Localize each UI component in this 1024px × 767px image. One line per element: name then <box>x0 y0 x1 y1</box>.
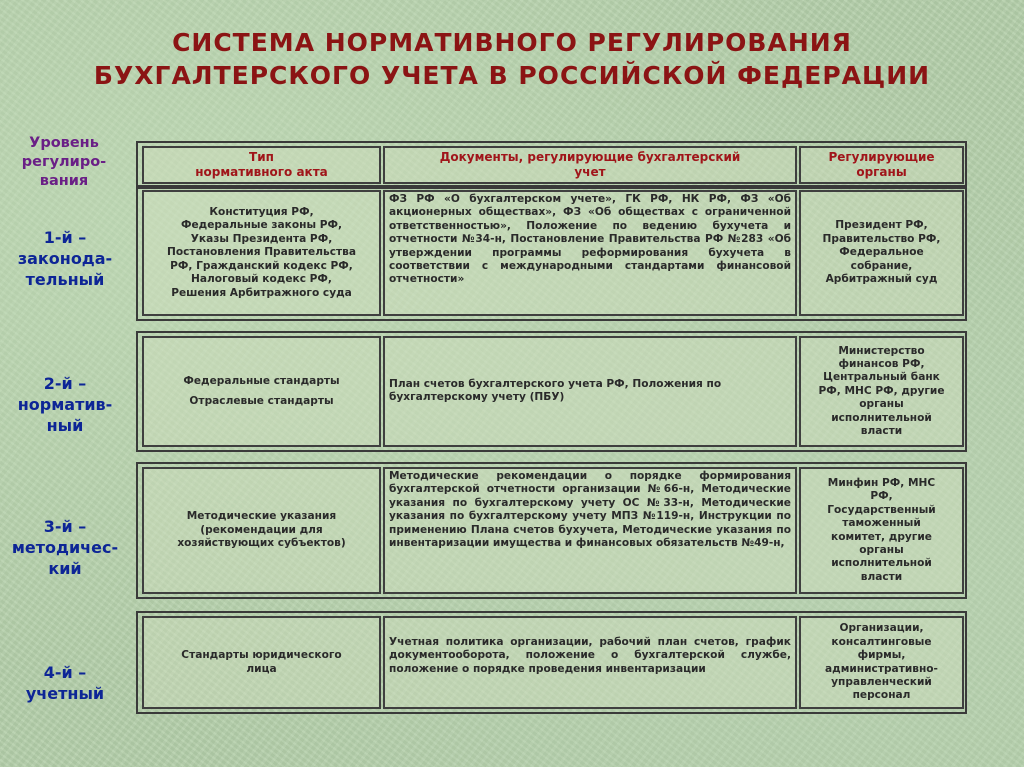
documents-text: ФЗ РФ «О бухгалтерском учете», ГК РФ, НК РФ, ФЗ «Об акционерных обществах», ФЗ «Об обществах с ограниченной ответственностью», Положение по ведению бухучета и отчетности №34-н, Постановление Правительства РФ №283 «Об утверждении программы реформирования бухучета в соответствии с международными стандартами финансовой отчетности» <box>389 193 791 286</box>
documents-cell <box>383 616 797 709</box>
act-type: Указы Президента РФ, <box>190 232 333 245</box>
bodies-cell <box>799 190 964 316</box>
level-3-label <box>6 516 124 579</box>
level-line: тельный <box>25 270 105 289</box>
act-type: Методические указания <box>186 510 337 523</box>
act-type: Решения Арбитражного суда <box>171 286 352 299</box>
header-text: нормативного акта <box>195 165 328 179</box>
bodies-cell <box>799 467 964 594</box>
level-1-label <box>6 227 124 290</box>
body: управленческий <box>831 675 932 688</box>
level-line: ный <box>46 416 84 435</box>
body: собрание, <box>850 259 913 272</box>
act-type: Налоговый кодекс РФ, <box>191 273 332 286</box>
documents-cell <box>383 190 797 316</box>
header-text: Регулирующие <box>828 150 935 164</box>
act-type: Конституция РФ, <box>209 206 314 219</box>
body: Федеральное <box>839 246 924 259</box>
body: Правительство РФ, <box>822 232 941 245</box>
header-text: учет <box>574 165 606 179</box>
level-line: кий <box>48 559 82 578</box>
body: органы <box>859 398 904 411</box>
body: комитет, другие <box>831 530 932 543</box>
act-types-cell <box>142 336 381 447</box>
levels-header-line: Уровень <box>29 135 99 151</box>
act-types-cell <box>142 467 381 594</box>
body: РФ, <box>870 490 893 503</box>
levels-column-header <box>8 134 120 191</box>
level-line: норматив- <box>17 395 113 414</box>
body: исполнительной <box>831 411 932 424</box>
body: финансов РФ, <box>838 357 925 370</box>
act-type: Отраслевые стандарты <box>189 394 334 407</box>
body: Арбитражный суд <box>825 273 938 286</box>
levels-header-line: вания <box>39 173 89 189</box>
level-line: 1-й – <box>43 228 87 247</box>
body: РФ, МНС РФ, другие <box>818 384 945 397</box>
act-type: лица <box>246 662 277 675</box>
body: исполнительной <box>831 557 932 570</box>
header-text: Документы, регулирующие бухгалтерский <box>439 150 741 164</box>
body: Президент РФ, <box>835 219 928 232</box>
header-act-type <box>142 146 381 184</box>
body: фирмы, <box>857 649 906 662</box>
act-type: Федеральные стандарты <box>183 375 340 388</box>
level-line: законода- <box>17 249 113 268</box>
act-type: Стандарты юридического <box>181 649 342 662</box>
level-line: 2-й – <box>43 374 87 393</box>
header-documents <box>383 146 797 184</box>
header-text: Тип <box>249 150 274 164</box>
body: персонал <box>852 689 911 702</box>
body: органы <box>859 543 904 556</box>
body: власти <box>860 425 903 438</box>
documents-text: Учетная политика организации, рабочий план счетов, график документооборота, положение о бухгалтерской службе, положение о порядке проведения инвентаризации <box>389 636 791 675</box>
level-2-label <box>6 373 124 436</box>
level-4-label <box>6 662 124 704</box>
table-row-level-1 <box>136 185 967 321</box>
level-line: 3-й – <box>43 517 87 536</box>
header-bodies <box>799 146 964 184</box>
header-text: органы <box>856 165 907 179</box>
act-type: РФ, Гражданский кодекс РФ, <box>170 259 353 272</box>
title-line-1: СИСТЕМА НОРМАТИВНОГО РЕГУЛИРОВАНИЯ <box>172 28 852 57</box>
act-type: Федеральные законы РФ, <box>180 219 343 232</box>
body: Минфин РФ, МНС <box>827 476 936 489</box>
body: таможенный <box>842 517 921 530</box>
body: власти <box>860 570 903 583</box>
documents-text: Методические рекомендации о порядке формирования бухгалтерской отчетности организации №66-н, Методические указания по бухгалтерскому учету ОС №33-н, Методические указания по бухгалтерскому учету МПЗ №119-н, Инструкции по применению Плана счетов бухучета, Методические указания по инвентаризации имущества и финансовых обязательств №49-н, <box>389 470 791 550</box>
table-row-level-4 <box>136 611 967 714</box>
documents-text: План счетов бухгалтерского учета РФ, Положения по бухгалтерскому учету (ПБУ) <box>389 378 722 404</box>
bodies-cell <box>799 336 964 447</box>
documents-cell <box>383 336 797 447</box>
body: административно- <box>825 662 938 675</box>
table-row-level-3 <box>136 462 967 599</box>
table-header <box>136 141 967 189</box>
act-types-cell <box>142 190 381 316</box>
slide-title <box>0 26 1024 92</box>
level-line: 4-й – <box>43 663 87 682</box>
act-type: (рекомендации для <box>200 523 323 536</box>
level-line: методичес- <box>11 538 119 557</box>
level-line: учетный <box>25 684 105 703</box>
levels-header-line: регулиро- <box>21 154 107 170</box>
body: Министерство <box>838 344 925 357</box>
body: консалтинговые <box>831 635 932 648</box>
table-row-level-2 <box>136 331 967 452</box>
body: Центральный банк <box>823 371 940 384</box>
act-types-cell <box>142 616 381 709</box>
bodies-cell <box>799 616 964 709</box>
body: Государственный <box>827 503 936 516</box>
documents-cell <box>383 467 797 594</box>
title-line-2: БУХГАЛТЕРСКОГО УЧЕТА В РОССИЙСКОЙ ФЕДЕРАЦИИ <box>93 61 931 90</box>
act-type: хозяйствующих субъектов) <box>177 537 346 550</box>
act-type: Постановления Правительства <box>167 246 356 259</box>
body: Организации, <box>839 622 924 635</box>
